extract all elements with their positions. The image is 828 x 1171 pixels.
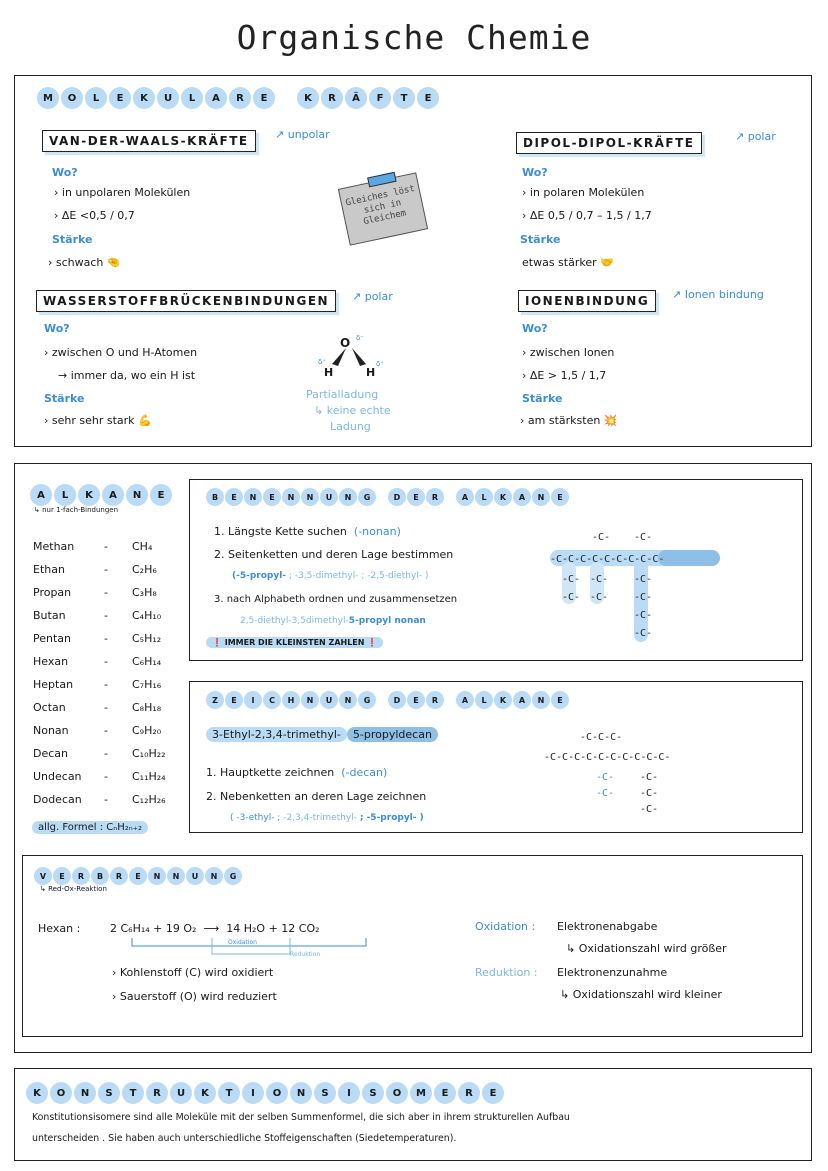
zeichnung-bubble-letter: Z <box>206 691 224 709</box>
alkane-formula-cell: C₆H₁₄ <box>132 655 162 668</box>
alkane-bubble-letter: A <box>30 484 52 506</box>
zeichnung-bubble-letter: D <box>388 691 406 709</box>
svg-text:-C-: -C- <box>562 592 581 603</box>
svg-text:-C-: -C- <box>592 532 611 543</box>
alkane-dash: - <box>104 724 108 737</box>
zei-step2: 2. Nebenketten an deren Lage zeichnen <box>206 790 427 803</box>
svg-text:-C-: -C- <box>596 772 615 783</box>
vdw-heading: VAN-DER-WAALS-KRÄFTE <box>42 130 256 152</box>
zeichnung-bubble-letter: N <box>532 691 550 709</box>
mk-bubble-letter: L <box>181 87 203 109</box>
ben-step3: 3. nach Alphabeth ordnen und zusammensetzen <box>214 594 458 605</box>
benennung-bubble-letter: A <box>456 488 474 506</box>
ver-oxidation: Oxidation : <box>475 920 536 933</box>
water-caption-1: Partialladung <box>306 388 379 401</box>
svg-text:-C-C-C-: -C-C-C- <box>580 732 623 743</box>
zeichnung-bubble-letter: A <box>513 691 531 709</box>
benennung-bubble-letter: N <box>339 488 357 506</box>
heading-konstitution <box>26 1082 506 1104</box>
hydrogen-atom-2: H <box>366 366 376 379</box>
wbb-staerke: Stärke <box>44 392 85 405</box>
konstitution-bubble-letter: S <box>98 1082 120 1104</box>
alkane-dash: - <box>104 770 108 783</box>
konstitution-bubble-letter: M <box>410 1082 432 1104</box>
oxygen-atom: O <box>340 336 351 350</box>
wbb-line2: → immer da, wo ein H ist <box>58 369 196 382</box>
zeichnung-bubble-letter: R <box>426 691 444 709</box>
ver-o-line: › Sauerstoff (O) wird reduziert <box>112 990 277 1003</box>
alkane-name: Heptan <box>33 678 74 691</box>
alkane-formula-cell: C₁₀H₂₂ <box>132 747 166 760</box>
ionen-staerke-value: › am stärksten 💥 <box>520 414 618 427</box>
alkane-formula-cell: C₁₁H₂₄ <box>132 770 166 783</box>
alkane-formula-cell: C₄H₁₀ <box>132 609 162 622</box>
verbrennung-bubble-letter: R <box>72 867 90 885</box>
alkane-formula-cell: C₁₂H₂₆ <box>132 793 166 806</box>
alkane-dash: - <box>104 701 108 714</box>
alkane-bubble-letter: L <box>54 484 76 506</box>
zeichnung-bubble-letter: N <box>301 691 319 709</box>
mk-bubble-letter: E <box>417 87 439 109</box>
verbrennung-bubble-letter: N <box>167 867 185 885</box>
alkane-name: Decan <box>33 747 68 760</box>
benennung-bubble-letter: A <box>513 488 531 506</box>
wbb-wo: Wo? <box>44 322 70 335</box>
alkane-dash: - <box>104 540 108 553</box>
benennung-bubble-letter: N <box>301 488 319 506</box>
verbrennung-bubble-letter: R <box>110 867 128 885</box>
svg-text:-C-: -C- <box>634 592 653 603</box>
zeichnung-bubble-letter: N <box>339 691 357 709</box>
dipol-staerke-value: etwas stärker 🤝 <box>522 256 614 269</box>
zeichnung-bubble-letter: E <box>225 691 243 709</box>
heading-benennung <box>206 488 570 506</box>
zeichnung-bubble-letter: G <box>358 691 376 709</box>
alkane-bubble-letter: A <box>102 484 124 506</box>
alkane-formula-cell: C₈H₁₈ <box>132 701 162 714</box>
ionen-line1: › zwischen Ionen <box>522 346 615 359</box>
verbrennung-bubble-letter: E <box>53 867 71 885</box>
mk-bubble-letter: A <box>205 87 227 109</box>
sticky-note: Gleiches löst sich in Gleichem <box>338 172 428 245</box>
mk-bubble-letter: K <box>297 87 319 109</box>
wbb-line1: › zwischen O und H-Atomen <box>44 346 198 359</box>
verbrennung-bubble-letter: B <box>91 867 109 885</box>
ben-hinweis: ❗ IMMER DIE KLEINSTEN ZAHLEN ❗ <box>206 638 383 647</box>
konstitution-bubble-letter: O <box>50 1082 72 1104</box>
zeichnung-bubble-letter: U <box>320 691 338 709</box>
page-title: Organische Chemie <box>236 18 592 57</box>
delta-minus: δ⁻ <box>356 334 364 342</box>
ben-step2: 2. Seitenketten und deren Lage bestimmen <box>214 548 454 561</box>
alkane-dash: - <box>104 609 108 622</box>
ionen-heading: IONENBINDUNG <box>518 290 656 312</box>
alkane-name: Butan <box>33 609 66 622</box>
benennung-bubble-letter: E <box>551 488 569 506</box>
konstitution-bubble-letter: T <box>218 1082 240 1104</box>
ionen-line2: › ΔE > 1,5 / 1,7 <box>522 369 607 382</box>
ver-red-def: Elektronenzunahme <box>557 966 668 979</box>
ionen-staerke: Stärke <box>522 392 563 405</box>
vdw-staerke-value: › schwach 🤏 <box>48 256 121 269</box>
benennung-bubble-letter: B <box>206 488 224 506</box>
benennung-bubble-letter: E <box>407 488 425 506</box>
dipol-tag: ↗ polar <box>735 130 776 143</box>
alkane-formula-cell: C₅H₁₂ <box>132 632 162 645</box>
konstitution-bubble-letter: N <box>74 1082 96 1104</box>
kon-line2: unterscheiden . Sie haben auch unterschiedliche Stoffeigenschaften (Siedetemperaturen). <box>32 1133 457 1144</box>
benennung-bubble-letter: N <box>532 488 550 506</box>
water-caption-2: ↳ keine echte <box>314 404 391 417</box>
ver-sub: ↳ Red-Ox-Reaktion <box>40 885 107 893</box>
benennung-bubble-letter: E <box>263 488 281 506</box>
mk-bubble-gap <box>277 87 295 109</box>
dipol-wo: Wo? <box>522 166 548 179</box>
benennung-bubble-letter <box>445 488 455 506</box>
delta-plus-2: δ⁺ <box>376 360 384 368</box>
konstitution-bubble-letter: K <box>26 1082 48 1104</box>
ver-ox-sub: ↳ Oxidationszahl wird größer <box>566 942 727 955</box>
mk-bubble-letter: M <box>37 87 59 109</box>
verbrennung-bubble-letter: G <box>224 867 242 885</box>
hydrogen-atom-1: H <box>324 366 334 379</box>
ver-red-sub: ↳ Oxidationszahl wird kleiner <box>560 988 722 1001</box>
konstitution-bubble-letter: R <box>458 1082 480 1104</box>
heading-verbrennung <box>34 867 243 885</box>
svg-text:-C-: -C- <box>634 532 653 543</box>
mk-bubble-letter: E <box>109 87 131 109</box>
konstitution-bubble-letter: R <box>146 1082 168 1104</box>
svg-text:-C-: -C- <box>590 592 609 603</box>
mk-bubble-letter: L <box>85 87 107 109</box>
konstitution-bubble-letter: E <box>434 1082 456 1104</box>
alkane-dash: - <box>104 586 108 599</box>
ionen-wo: Wo? <box>522 322 548 335</box>
alkane-name: Nonan <box>33 724 69 737</box>
ben-step1: 1. Längste Kette suchen (-nonan) <box>214 525 401 538</box>
alkane-formula-cell: C₉H₂₀ <box>132 724 162 737</box>
mk-bubble-letter: T <box>393 87 415 109</box>
heading-zeichnung <box>206 691 570 709</box>
benennung-bubble-letter: N <box>244 488 262 506</box>
alkane-dash: - <box>104 678 108 691</box>
verbrennung-bubble-letter: N <box>205 867 223 885</box>
ben-result: 2,5-diethyl-3,5dimethyl-5-propyl nonan <box>240 616 426 626</box>
vdw-staerke: Stärke <box>52 233 93 246</box>
benennung-bubble-letter: K <box>494 488 512 506</box>
delta-plus-1: δ⁺ <box>318 358 326 366</box>
benennung-bubble-letter: E <box>225 488 243 506</box>
structure-zeichnung-drawing <box>544 728 784 824</box>
svg-text:-C-C-C-C-C-C-C-C-C-C-: -C-C-C-C-C-C-C-C-C-C- <box>544 752 671 763</box>
alkane-dash: - <box>104 655 108 668</box>
zeichnung-bubble-letter <box>377 691 387 709</box>
alkane-dash: - <box>104 563 108 576</box>
ver-ox-def: Elektronenabgabe <box>557 920 658 933</box>
mk-bubble-letter: O <box>61 87 83 109</box>
svg-text:-C-: -C- <box>590 574 609 585</box>
benennung-bubble-letter <box>377 488 387 506</box>
water-molecule <box>318 334 388 384</box>
svg-text:-C-: -C- <box>640 788 659 799</box>
zeichnung-bubble-letter: I <box>244 691 262 709</box>
ver-c-line: › Kohlenstoff (C) wird oxidiert <box>112 966 274 979</box>
konstitution-bubble-letter: K <box>194 1082 216 1104</box>
svg-text:-C-: -C- <box>562 574 581 585</box>
water-caption-3: Ladung <box>330 420 371 433</box>
alkane-dash: - <box>104 632 108 645</box>
konstitution-bubble-letter: S <box>362 1082 384 1104</box>
benennung-bubble-letter: G <box>358 488 376 506</box>
alkane-name: Octan <box>33 701 66 714</box>
konstitution-bubble-letter: I <box>338 1082 360 1104</box>
konstitution-bubble-letter: I <box>242 1082 264 1104</box>
mk-bubble-letter: R <box>321 87 343 109</box>
zeichnung-bubble-letter: C <box>263 691 281 709</box>
benennung-bubble-letter: N <box>282 488 300 506</box>
zeichnung-bubble-letter: K <box>494 691 512 709</box>
alkane-name: Dodecan <box>33 793 82 806</box>
mk-bubble-letter: Ä <box>345 87 367 109</box>
konstitution-bubble-letter: N <box>290 1082 312 1104</box>
alkane-name: Undecan <box>33 770 82 783</box>
svg-text:-C-: -C- <box>634 574 653 585</box>
heading-molekulare-kraefte <box>37 87 441 109</box>
mk-bubble-letter: F <box>369 87 391 109</box>
alkane-bubble-letter: N <box>126 484 148 506</box>
alkane-name: Ethan <box>33 563 65 576</box>
benennung-bubble-letter: L <box>475 488 493 506</box>
alkane-dash: - <box>104 747 108 760</box>
zeichnung-bubble-letter: L <box>475 691 493 709</box>
alkane-formula-cell: C₂H₆ <box>132 563 157 576</box>
verbrennung-bubble-letter: V <box>34 867 52 885</box>
alkane-formula-cell: CH₄ <box>132 540 153 553</box>
alkane-formula-cell: C₃H₈ <box>132 586 157 599</box>
zeichnung-bubble-letter: E <box>551 691 569 709</box>
benennung-bubble-letter: U <box>320 488 338 506</box>
svg-text:-C-: -C- <box>634 628 653 639</box>
zei-name: 3-Ethyl-2,3,4-trimethyl- 5-propyldecan <box>206 728 438 741</box>
alkane-name: Pentan <box>33 632 72 645</box>
dipol-line2: › ΔE 0,5 / 0,7 – 1,5 / 1,7 <box>522 209 652 222</box>
alkane-name: Propan <box>33 586 72 599</box>
zeichnung-structure <box>544 728 784 824</box>
svg-text:-C-C-C-C-C-C-C-C-C-: -C-C-C-C-C-C-C-C-C- <box>550 554 665 565</box>
mk-bubble-letter: E <box>253 87 275 109</box>
wbb-staerke-value: › sehr sehr stark 💪 <box>44 414 152 427</box>
ben-step2b: (-5-propyl- ; -3,5-dimethyl- ; -2,5-diethyl- ) <box>232 571 429 581</box>
benennung-structure <box>540 526 730 644</box>
alkane-name: Methan <box>33 540 75 553</box>
dipol-staerke: Stärke <box>520 233 561 246</box>
alkane-bubble-letter: E <box>150 484 172 506</box>
konstitution-bubble-letter: S <box>314 1082 336 1104</box>
zei-step1: 1. Hauptkette zeichnen (-decan) <box>206 766 388 779</box>
dipol-line1: › in polaren Molekülen <box>522 186 645 199</box>
kon-line1: Konstitutionsisomere sind alle Moleküle mit der selben Summenformel, die sich aber in ihrem strukturellen Aufbau <box>32 1112 570 1123</box>
konstitution-bubble-letter: O <box>266 1082 288 1104</box>
verbrennung-bubble-letter: E <box>129 867 147 885</box>
verbrennung-bubble-letter: N <box>148 867 166 885</box>
svg-text:-C-: -C- <box>596 788 615 799</box>
zeichnung-bubble-letter <box>445 691 455 709</box>
dipol-heading: DIPOL-DIPOL-KRÄFTE <box>516 132 702 154</box>
mk-bubble-letter: U <box>157 87 179 109</box>
alkane-name: Hexan <box>33 655 69 668</box>
redox-bracket: Oxidation Reduktion <box>120 936 380 960</box>
alkane-formula-cell: C₇H₁₆ <box>132 678 162 691</box>
alkane-dash: - <box>104 793 108 806</box>
wbb-heading: WASSERSTOFFBRÜCKENBINDUNGEN <box>36 290 336 312</box>
konstitution-bubble-letter: O <box>386 1082 408 1104</box>
structure-benennung-drawing <box>540 526 730 644</box>
ionen-tag: ↗ Ionen bindung <box>672 288 764 301</box>
zeichnung-bubble-letter: A <box>456 691 474 709</box>
benennung-bubble-letter: D <box>388 488 406 506</box>
konstitution-bubble-letter: T <box>122 1082 144 1104</box>
svg-text:-C-: -C- <box>640 804 659 815</box>
vdw-line2: › ΔE <0,5 / 0,7 <box>54 209 135 222</box>
vdw-tag: ↗ unpolar <box>275 128 330 141</box>
alkane-bubble-letter: K <box>78 484 100 506</box>
ver-equation: 2 C₆H₁₄ + 19 O₂ ⟶ 14 H₂O + 12 CO₂ <box>110 922 320 935</box>
heading-alkane <box>30 484 174 506</box>
wbb-tag: ↗ polar <box>352 290 393 303</box>
konstitution-bubble-letter: E <box>482 1082 504 1104</box>
ver-label: Hexan : <box>38 922 81 935</box>
svg-text:-C-: -C- <box>640 772 659 783</box>
zei-step2b: ( -3-ethyl- ; -2,3,4-trimethyl- ; -5-propyl- ) <box>230 813 424 823</box>
zeichnung-bubble-letter: E <box>407 691 425 709</box>
ver-reduktion: Reduktion : <box>475 966 538 979</box>
svg-text:-C-: -C- <box>634 610 653 621</box>
benennung-bubble-letter: R <box>426 488 444 506</box>
alkane-formula: allg. Formel : CₙH₂ₙ₊₂ <box>32 822 148 833</box>
mk-bubble-letter: K <box>133 87 155 109</box>
verbrennung-bubble-letter: U <box>186 867 204 885</box>
vdw-wo: Wo? <box>52 166 78 179</box>
alkane-sub: ↳ nur 1-fach-Bindungen <box>34 506 119 514</box>
vdw-line1: › in unpolaren Molekülen <box>54 186 191 199</box>
konstitution-bubble-letter: U <box>170 1082 192 1104</box>
zeichnung-bubble-letter: H <box>282 691 300 709</box>
mk-bubble-letter: R <box>229 87 251 109</box>
